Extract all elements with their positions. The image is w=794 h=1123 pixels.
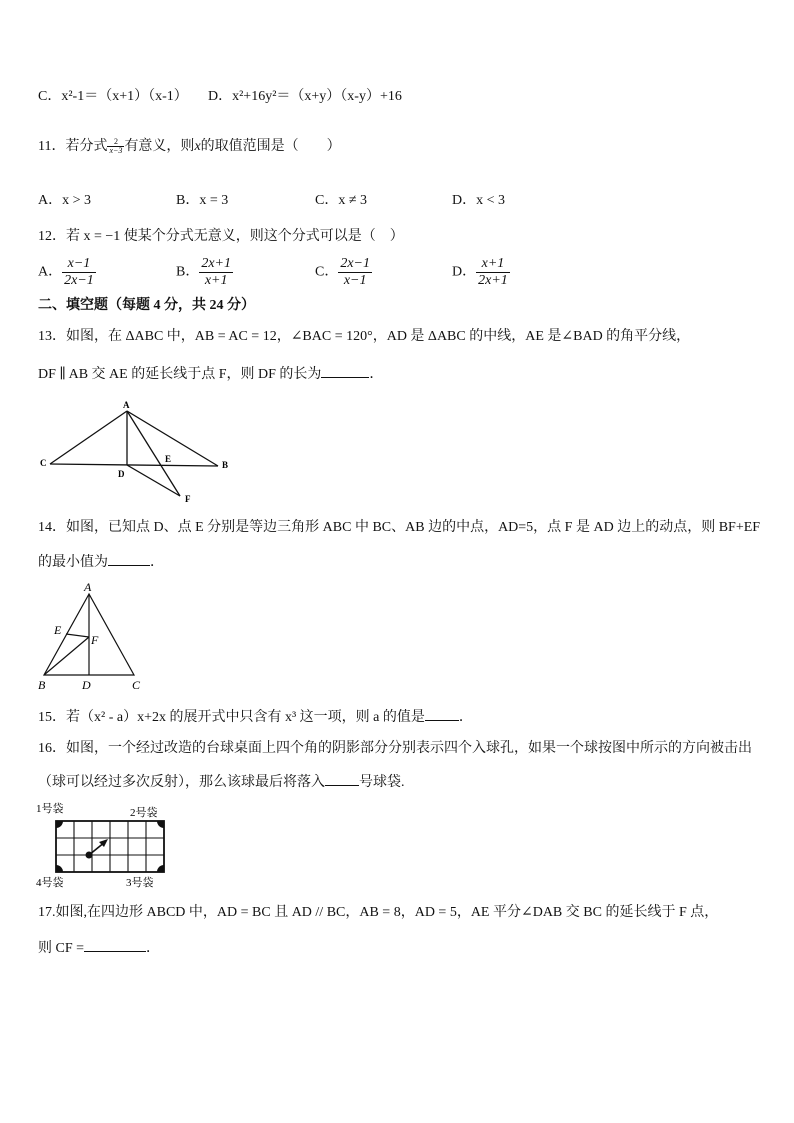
- section-heading-fill-in: 二、填空题（每题 4 分，共 24 分）: [38, 298, 255, 313]
- q16-bag2-label: 2号袋: [130, 807, 158, 819]
- q13-label-b: B: [222, 460, 229, 470]
- q11-mid: 有意义，则: [124, 139, 195, 154]
- q13-answer-blank[interactable]: [321, 363, 369, 378]
- q14-line1: 14．如图，已知点 D、点 E 分别是等边三角形 ABC 中 BC、AB 边的中点，AD=5，点 F 是 AD 边上的动点，则 BF+EF: [38, 520, 761, 535]
- q15-line: [38, 706, 473, 727]
- q10-option-d: D．x²+16y²＝（x+y）（x-y）+16: [208, 89, 402, 104]
- q17-line1: 17.如图,在四边形 ABCD 中，AD = BC 且 AD // BC，AB = 8，AD = 5，AE 平分∠DAB 交 BC 的延长线于 F 点，: [38, 905, 719, 920]
- q12-c-den: x−1: [343, 273, 367, 288]
- q14-line2: [38, 551, 164, 572]
- q13-label-c: C: [40, 458, 47, 468]
- q17-answer-blank[interactable]: [84, 937, 146, 952]
- q15-end: ．: [458, 710, 473, 725]
- q12-option-c: [315, 256, 372, 289]
- q11-option-a: A．x > 3: [38, 193, 92, 208]
- q16-line2-text: （球可以经过多次反射），那么该球最后将落入: [38, 775, 325, 790]
- q14-label-a: A: [84, 580, 92, 594]
- q14-line-bf: [44, 637, 89, 675]
- q13-line-cb: [50, 464, 218, 466]
- q12-d-den: 2x+1: [478, 273, 508, 288]
- q10-option-c: C．x²-1＝（x+1）（x-1）: [38, 89, 188, 104]
- q17-line2-end: ．: [146, 941, 161, 956]
- q13-label-d: D: [118, 469, 125, 479]
- q11-stem: [38, 138, 341, 156]
- q16-pocket-3: [157, 865, 164, 872]
- q16-pocket-1: [56, 821, 63, 828]
- q16-pocket-2: [157, 821, 164, 828]
- q12-b-den: x+1: [204, 273, 228, 288]
- q12-option-b: [176, 256, 233, 289]
- q12-d-label: D．: [452, 264, 477, 280]
- q16-line2: [38, 771, 405, 792]
- q14-label-d: D: [82, 678, 91, 692]
- q11-option-d: D．x < 3: [452, 193, 506, 208]
- q12-option-a: [38, 256, 96, 289]
- q13-label-f: F: [185, 494, 191, 503]
- q16-bag3-label: 3号袋: [126, 877, 154, 889]
- q14-label-c: C: [132, 678, 141, 692]
- q11-prefix: 11．若分式: [38, 139, 108, 154]
- q16-bag4-label: 4号袋: [36, 877, 64, 889]
- q12-a-num: x−1: [62, 256, 96, 273]
- q13-line2-end: ．: [369, 367, 384, 382]
- q13-line-df: [127, 465, 180, 496]
- q15-text: 15．若（x² - a）x+2x 的展开式中只含有 x³ 这一项，则 a 的值是: [38, 710, 425, 725]
- q12-a-label: A．: [38, 264, 63, 280]
- q11-frac-num: 2: [107, 138, 124, 147]
- q13-figure: [36, 398, 236, 503]
- q16-pocket-4: [56, 865, 63, 872]
- q13-line2-text: DF ∥ AB 交 AE 的延长线于点 F，则 DF 的长为: [38, 367, 322, 382]
- q12-d-num: x+1: [476, 256, 510, 273]
- q12-b-num: 2x+1: [201, 256, 232, 271]
- q13-label-a: A: [123, 400, 130, 410]
- q11-fraction: [107, 138, 124, 155]
- q16-grid: [56, 821, 164, 872]
- q11-option-c: C．x ≠ 3: [315, 193, 368, 208]
- q15-answer-blank[interactable]: [425, 706, 459, 721]
- q12-c-num: 2x−1: [340, 256, 371, 271]
- q13-line-ca: [50, 411, 127, 464]
- q13-label-e: E: [165, 454, 172, 464]
- q12-a-den: 2x−1: [64, 273, 94, 288]
- q14-line-ef: [66, 634, 89, 637]
- q13-line1: 13．如图，在 ΔABC 中，AB = AC = 12，∠BAC = 120°，AD 是 ΔABC 的中线，AE 是∠BAD 的角平分线，: [38, 329, 691, 344]
- q11-var: x: [194, 139, 201, 154]
- q13-line-af: [127, 411, 180, 496]
- q12-option-d: [452, 256, 510, 289]
- q14-answer-blank[interactable]: [108, 551, 150, 566]
- q14-line2-text: 的最小值为: [38, 555, 108, 570]
- q12-b-label: B．: [176, 264, 200, 280]
- q13-line-ab: [127, 411, 218, 466]
- q12-c-label: C．: [315, 264, 339, 280]
- q16-line1: 16．如图，一个经过改造的台球桌面上四个角的阴影部分分别表示四个入球孔，如果一个球按图中所示的方向被击出: [38, 741, 752, 756]
- q11-frac-den: x−3: [109, 146, 123, 156]
- q14-label-f: F: [91, 633, 99, 647]
- q13-line2: [38, 363, 383, 384]
- q16-bag1-label: 1号袋: [36, 803, 64, 815]
- q17-line2: [38, 937, 160, 958]
- q16-line2-end: 号球袋.: [359, 775, 405, 790]
- q12-stem: 12．若 x = −1 使某个分式无意义，则这个分式可以是（ ）: [38, 229, 404, 244]
- q11-post: 的取值范围是（ ）: [200, 139, 341, 154]
- q14-figure: [34, 580, 154, 692]
- q17-line2-text: 则 CF =: [38, 941, 85, 956]
- q16-figure: [36, 800, 171, 892]
- q14-line2-end: ．: [150, 555, 164, 570]
- q11-option-b: B．x = 3: [176, 193, 229, 208]
- q14-label-b: B: [38, 678, 46, 692]
- q14-label-e: E: [54, 623, 62, 637]
- q16-answer-blank[interactable]: [325, 771, 359, 786]
